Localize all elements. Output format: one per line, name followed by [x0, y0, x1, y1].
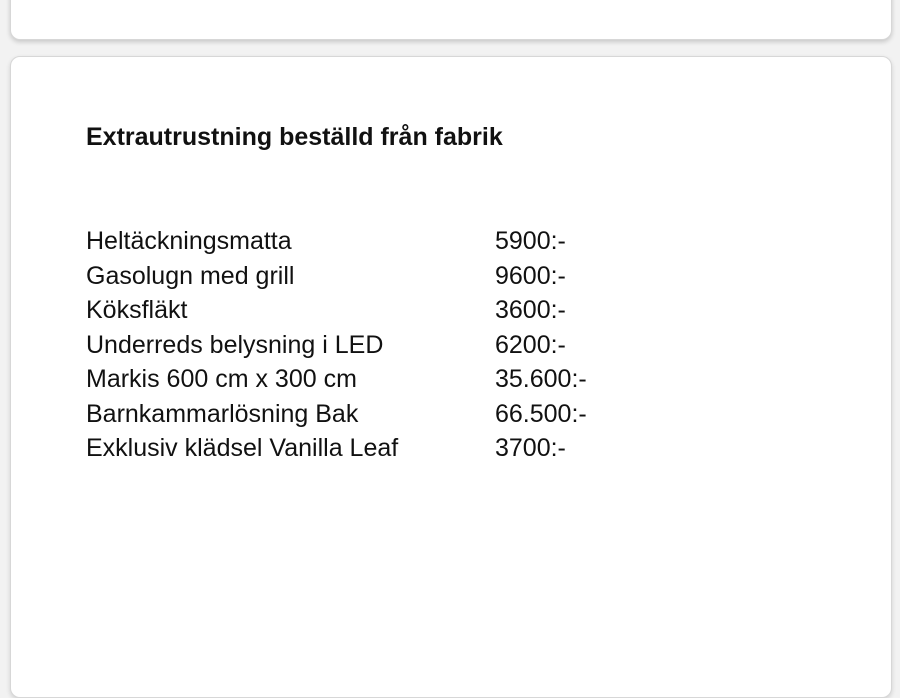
item-name: Köksfläkt: [86, 296, 188, 324]
item-price: 6200:-: [495, 330, 566, 359]
item-price: 3700:-: [495, 434, 566, 462]
item-price: 3600:-: [495, 296, 566, 324]
list-item: [86, 227, 786, 262]
item-price: 35.600:-: [495, 365, 587, 393]
item-name: Markis 600 cm x 300 cm: [86, 365, 357, 393]
card-heading: Extrautrustning beställd från fabrik: [86, 123, 503, 151]
item-price: 9600:-: [495, 261, 566, 290]
list-item: [86, 400, 786, 435]
equipment-card: [10, 56, 892, 698]
list-item: [86, 331, 786, 366]
list-item: [86, 296, 786, 331]
list-item: [86, 365, 786, 400]
list-item: [86, 434, 786, 469]
item-price: 5900:-: [495, 227, 566, 255]
list-item: [86, 262, 786, 297]
item-name: Gasolugn med grill: [86, 261, 295, 290]
item-price: 66.500:-: [495, 399, 587, 428]
previous-card: [10, 0, 892, 40]
item-name: Underreds belysning i LED: [86, 330, 384, 359]
item-name: Exklusiv klädsel Vanilla Leaf: [86, 434, 399, 462]
item-name: Barnkammarlösning Bak: [86, 399, 359, 428]
item-name: Heltäckningsmatta: [86, 227, 292, 255]
equipment-list: [86, 227, 786, 469]
